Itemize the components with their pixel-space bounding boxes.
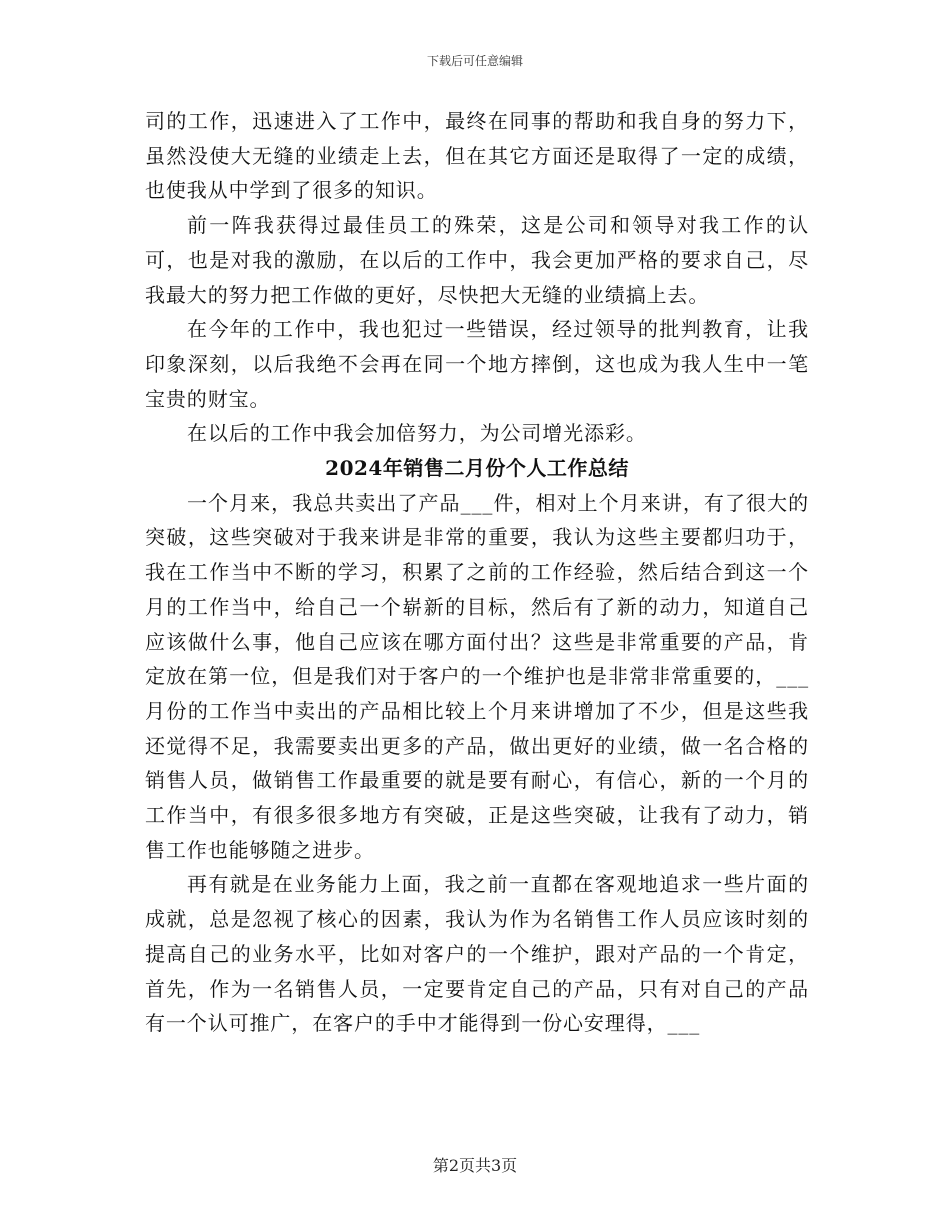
paragraph: 在今年的工作中，我也犯过一些错误，经过领导的批判教育，让我印象深刻，以后我绝不会再在同一个地方摔倒，这也成为我人生中一笔宝贵的财宝。 [145, 317, 809, 411]
paragraph-continued: 司的工作，迅速进入了工作中，最终在同事的帮助和我自身的努力下，虽然没使大无缝的业绩走上去，但在其它方面还是取得了一定的成绩，也使我从中学到了很多的知识。 [145, 109, 809, 203]
header-note: 下载后可任意编辑 [426, 54, 523, 68]
paragraph: 一个月来，我总共卖出了产品___件，相对上个月来讲，有了很大的突破，这些突破对于我来讲是非常的重要，我认为这些主要都归功于，我在工作当中不断的学习，积累了之前的工作经验，然后结合到这一个月的工作当中，给自己一个崭新的目标，然后有了新的动力，知道自己应该做什么事，他自己应该在哪方面付出？这些是非常重要的产品，肯定放在第一位，但是我们对于客户的一个维护也是非常非常重要的，___月份的工作当中卖出的产品相比较上个月来讲增加了不少，但是这些我还觉得不足，我需要卖出更多的产品，做出更好的业绩，做一名合格的销售人员，做销售工作最重要的就是要有耐心，有信心，新的一个月的工作当中，有很多很多地方有突破，正是这些突破，让我有了动力，销售工作也能够随之进步。 [145, 490, 809, 862]
page-footer: 第2页共3页 [432, 1156, 518, 1175]
document-body [145, 104, 809, 1041]
section-title: 2024年销售二月份个人工作总结 [325, 456, 629, 481]
paragraph: 再有就是在业务能力上面，我之前一直都在客观地追求一些片面的成就，总是忽视了核心的因素，我认为作为名销售工作人员应该时刻的提高自己的业务水平，比如对客户的一个维护，跟对产品的一个肯定，首先，作为一名销售人员，一定要肯定自己的产品，只有对自己的产品有一个认可推广，在客户的手中才能得到一份心安理得，___ [145, 872, 809, 1036]
paragraph: 前一阵我获得过最佳员工的殊荣，这是公司和领导对我工作的认可，也是对我的激励，在以后的工作中，我会更加严格的要求自己，尽我最大的努力把工作做的更好，尽快把大无缝的业绩搞上去。 [145, 213, 809, 307]
paragraph: 在以后的工作中我会加倍努力，为公司增光添彩。 [187, 421, 647, 446]
